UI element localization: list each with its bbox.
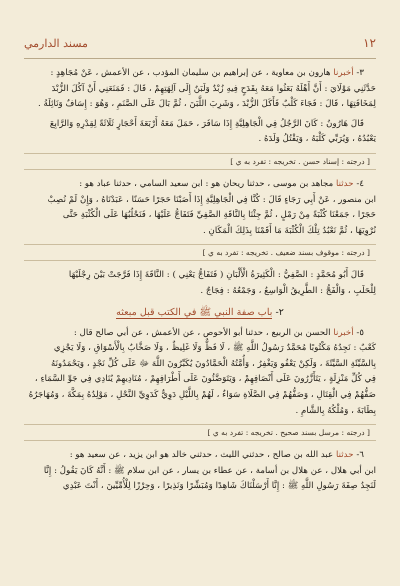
hadith-lead: حدثنا — [336, 450, 354, 461]
hadith-lead: حدثنا — [336, 178, 354, 189]
chapter-title: باب صفة النبي ﷺ في الكتب قبل مبعثه — [116, 306, 273, 318]
grading-note: [ درجته : إسناد حسن . تخريجه : تفرد به ي ] — [24, 153, 376, 170]
hadith-3-text: هارون بن معاوية ، عن إبراهيم بن سليمان المؤدب ، عن الأعمش ، عَنْ مُجَاهِدٍ : — [50, 68, 331, 78]
hadith-4-line: ابن منصور ، عَنْ أَبِي رَجَاءٍ قَالَ : كُنَّا فِي الْجَاهِلِيَّةِ إِذَا أَصَبْنَا حَجَرًا حَسَنًا ، عَبَدْنَاهُ ، وَإِنْ لَمْ نُصِبْ — [47, 194, 376, 205]
hadith-number: ٥- — [356, 327, 364, 338]
hadith-number: ٦- — [356, 450, 364, 461]
header-rule — [24, 58, 376, 59]
hadith-3-note: يَعْبُدُهُ ، وَيُرَبِّي كَلْبَهُ ، وَيَقْتُلُ وَلَدَهُ . — [258, 134, 376, 145]
hadith-number: ٤- — [356, 178, 364, 189]
hadith-6-line: ابن أبي هلال ، عن هلال بن أسامة ، عن عطاء بن يسار ، عن ابن سلام ﷺ : أَنَّهُ كَانَ يَقُولُ : إِنَّا — [43, 465, 376, 476]
grading-note: [ درجته : موقوف بسند ضعيف . تخريجه : تفرد به ي ] — [24, 244, 376, 261]
page-body — [24, 66, 376, 495]
hadith-5 — [24, 326, 376, 442]
hadith-5-line: كَعْبٌ : نَجِدُهُ مَكْتُوبًا مُحَمَّدٌ رَسُولُ اللَّهِ ﷺ ، لَا فَظٌّ وَلَا غَلِيظٌ ، وَلَا صَخَّابٌ بِالْأَسْوَاقِ ، وَلَا يَجْزِي — [53, 343, 376, 354]
hadith-4 — [24, 177, 376, 300]
hadith-3-line: حَدَّثَنِي مَوْلَايَ : أَنَّ أَهْلَهُ بَعَثُوا مَعَهُ بِقَدَحٍ فِيهِ زُبْدٌ وَلَبَنٌ إِلَى آلِهَتِهِمْ ، قَالَ : فَمَنَعَنِي أَنْ آكُلَ الزُّبْدَ — [51, 83, 376, 94]
hadith-4-line — [24, 177, 376, 193]
running-header — [24, 34, 376, 52]
hadith-4-line: حَجَرًا ، جَمَعْنَا كُثْبَةً مِنْ رَمْلٍ ، ثُمَّ جِئْنَا بِالنَّاقَةِ الصَّفِيِّ فَتَفَاجُّ عَلَيْهَا ، فَنَحْلُبُهَا عَلَى الْكُثْبَةِ حَتَّى — [62, 210, 376, 221]
hadith-4-text: مجاهد بن موسى ، حدثنا ريحان هو : ابن سعيد السامي ، حدثنا عباد هو : — [79, 178, 334, 189]
hadith-6-line — [24, 448, 376, 464]
hadith-3-note: قَالَ هَارُونُ : كَانَ الرَّجُلُ فِي الْجَاهِلِيَّةِ إِذَا سَافَرَ ، حَمَلَ مَعَهُ أَرْبَعَةَ أَحْجَارٍ ثَلَاثَةً لِقِدْرِهِ وَالرَّابِعَ — [49, 118, 364, 129]
hadith-5-line — [24, 326, 376, 342]
chapter-number: ٢- — [275, 306, 284, 318]
hadith-lead: أخبرنا — [333, 327, 354, 338]
hadith-6-text: عبد الله بن صالح ، حدثني الليث ، حدثني خالد هو ابن يزيد ، عن سعيد هو : — [69, 450, 334, 461]
hadith-3-line — [24, 66, 376, 82]
hadith-5-line: بِالسَّيِّئَةِ السَّيِّئَةَ ، وَلَكِنْ يَعْفُو وَيَغْفِرُ ، وَأُمَّتُهُ الْحَمَّادُونَ يُكَبِّرُونَ اللَّهَ ﷻ عَلَى كُلِّ نَجْدٍ ، وَيَحْمَدُونَهُ — [50, 358, 376, 369]
hadith-5-line: فِي كُلِّ مَنْزِلَةٍ ، يَتَأَزَّرُونَ عَلَى أَنْصَافِهِمْ ، وَيَتَوَضَّئُونَ عَلَى أَطْرَافِهِمْ ، مُنَادِيهِمْ يُنَادِي فِي جَوِّ السَّمَاءِ ، — [34, 374, 376, 385]
hadith-lead: أخبرنا — [333, 68, 354, 78]
grading-note: [ درجته : مرسل بسند صحيح . تخريجه : تفرد به ي ] — [24, 424, 376, 441]
hadith-6 — [24, 448, 376, 495]
hadith-4-note: قَالَ أَبُو مُحَمَّدٍ : الصَّفِيُّ : الْكَثِيرَةُ الْأَلْبَانِ ( فَتَفَاجُّ يَعْنِي ) : النَّاقَةَ إِذَا فَرَّجَتْ بَيْنَ رِجْلَيْهَا — [68, 270, 364, 281]
book-title: مسند الدارمي — [24, 36, 88, 50]
hadith-5-line: صَفُّهُمْ فِي الْقِتَالِ ، وَصَفُّهُمْ فِي الصَّلَاةِ سَوَاءٌ ، لَهُمْ بِاللَّيْلِ دَوِيٌّ كَدَوِيِّ النَّحْلِ ، مَوْلِدُهُ بِمَكَّةَ ، وَمُهَاجَرُهُ — [28, 389, 376, 400]
hadith-3-line: لِمَخَافَتِهَا ، قَالَ : فَجَاءَ كَلْبٌ فَأَكَلَ الزُّبْدَ ، وَشَرِبَ اللَّبَنَ ، ثُمَّ بَالَ عَلَى الصَّنَمِ ، وَهُوَ : إِسَافٌ وَنَائِلَةُ . — [38, 99, 376, 110]
hadith-3 — [24, 66, 376, 170]
hadith-number: ٣- — [356, 68, 364, 78]
page-number: ١٢ — [363, 36, 376, 50]
hadith-4-note: لِلْحَلَبِ ، وَالْفَجُّ : الطَّرِيقُ الْوَاسِعُ ، وَجَمْعُهُ : فِجَاجٌ . — [200, 285, 376, 296]
hadith-6-line: لَنَجِدُ صِفَةَ رَسُولِ اللَّهِ ﷺ : إِنَّا أَرْسَلْنَاكَ شَاهِدًا وَمُبَشِّرًا وَنَذِيرًا ، وَحِرْزًا لِلْأُمِّيِّينَ ، أَنْتَ عَبْدِي — [62, 481, 376, 492]
hadith-4-line: نُرْوِيَهَا ، ثُمَّ نَعْبُدُ تِلْكَ الْكُثْبَةَ مَا أَقَمْنَا بِذَلِكَ الْمَكَانِ . — [202, 225, 376, 236]
hadith-5-text: الحسن بن الربيع ، حدثنا أبو الأحوص ، عن الأعمش ، عن أبي صالح قال : — [73, 327, 331, 338]
hadith-5-line: بِطَابَةَ ، وَمُلْكُهُ بِالشَّامِ . — [295, 405, 376, 416]
chapter-heading — [24, 304, 376, 322]
